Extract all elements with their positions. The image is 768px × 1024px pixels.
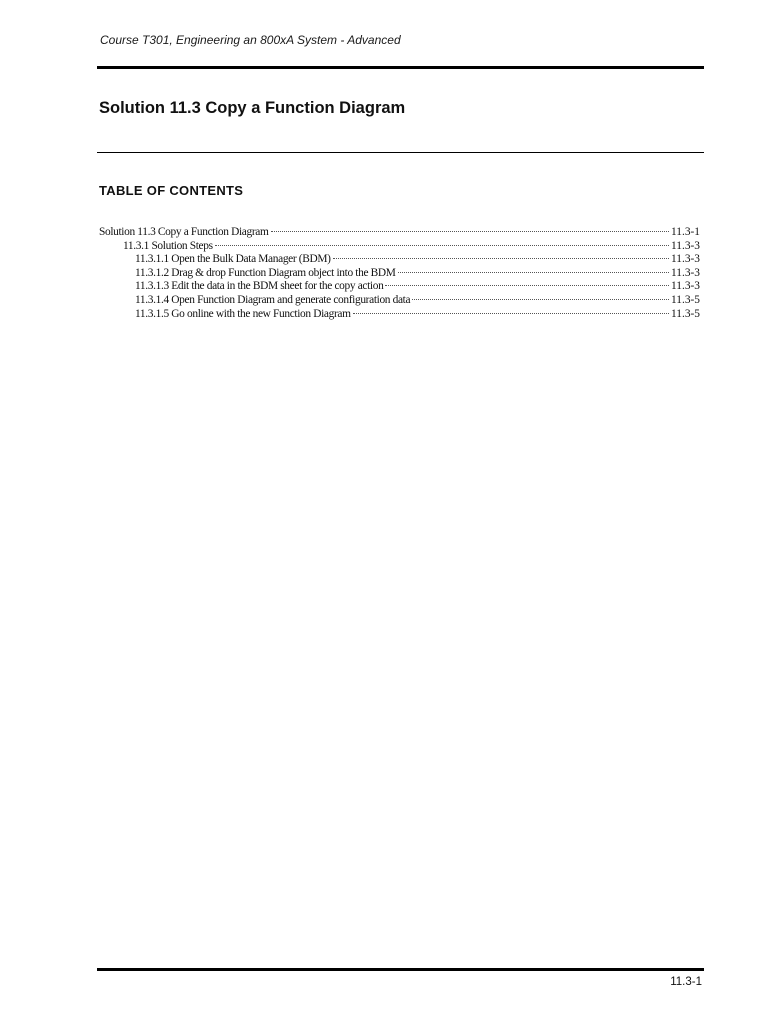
toc-entry-page: 11.3-3: [671, 266, 700, 279]
toc-dot-leader: [385, 285, 669, 286]
toc-entry[interactable]: [99, 267, 700, 281]
toc-entry[interactable]: [99, 294, 700, 308]
toc-dot-leader: [271, 231, 669, 232]
title-rule: [97, 152, 704, 153]
running-header: Course T301, Engineering an 800xA System - Advanced: [100, 33, 401, 47]
toc-dot-leader: [333, 258, 669, 259]
toc-entry-label: 11.3.1.5 Go online with the new Function Diagram: [135, 307, 351, 320]
toc-entry-page: 11.3-3: [671, 253, 700, 266]
toc-entry-page: 11.3-5: [671, 293, 700, 306]
page-number: 11.3-1: [670, 976, 702, 988]
toc-entry-page: 11.3-5: [671, 307, 700, 320]
header-rule: [97, 66, 704, 69]
toc-list: [99, 226, 700, 321]
toc-entry-label: 11.3.1.4 Open Function Diagram and generate configuration data: [135, 293, 411, 306]
toc-entry-page: 11.3-3: [671, 280, 700, 293]
toc-heading: TABLE OF CONTENTS: [99, 183, 244, 198]
toc-entry-label: 11.3.1.1 Open the Bulk Data Manager (BDM): [135, 253, 331, 266]
toc-dot-leader: [412, 299, 669, 300]
toc-dot-leader: [398, 272, 669, 273]
toc-entry-label: Solution 11.3 Copy a Function Diagram: [99, 226, 269, 238]
toc-entry-label: 11.3.1.3 Edit the data in the BDM sheet for the copy action: [135, 280, 384, 293]
page-title: Solution 11.3 Copy a Function Diagram: [99, 99, 406, 117]
footer-rule: [97, 968, 704, 971]
toc-entry[interactable]: [99, 226, 700, 240]
toc-entry-page: 11.3-3: [671, 239, 700, 252]
toc-entry[interactable]: [99, 253, 700, 267]
toc-dot-leader: [353, 313, 669, 314]
toc-entry[interactable]: [99, 280, 700, 294]
toc-entry-label: 11.3.1.2 Drag & drop Function Diagram object into the BDM: [135, 266, 396, 279]
toc-dot-leader: [215, 245, 669, 246]
toc-entry[interactable]: [99, 308, 700, 322]
toc-entry-label: 11.3.1 Solution Steps: [123, 239, 213, 252]
toc-entry-page: 11.3-1: [671, 226, 700, 238]
toc-entry[interactable]: [99, 240, 700, 254]
